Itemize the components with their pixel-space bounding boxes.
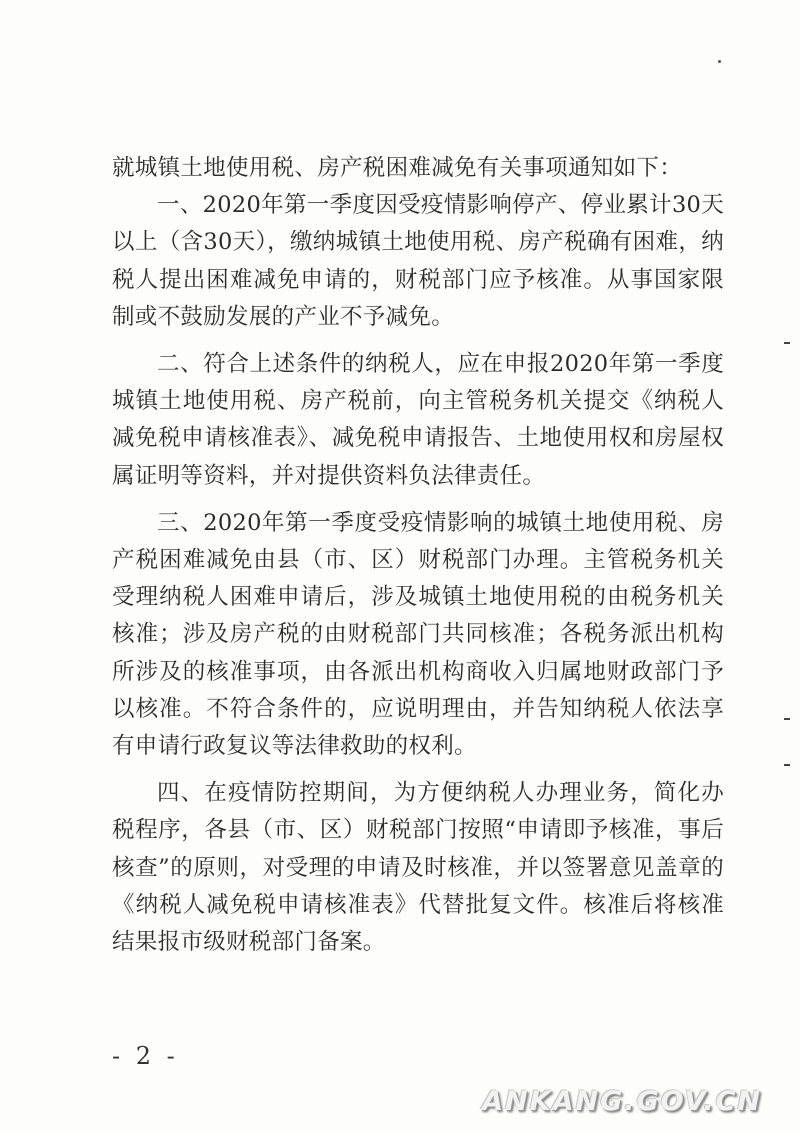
site-watermark: ANKANG.GOV.CN <box>482 1086 762 1117</box>
scan-edge-mark <box>784 342 790 344</box>
paragraph-2: 二、符合上述条件的纳税人，应在申报2020年第一季度城镇土地使用税、房产税前，向主管税务机关提交《纳税人减免税申请核准表》、减免税申请报告、土地使用权和房屋权属证明等资料，并对提供资料负法律责任。 <box>112 351 724 489</box>
intro-paragraph: 就城镇土地使用税、房产税困难减免有关事项通知如下： <box>112 155 683 181</box>
paragraph-4: 四、在疫情防控期间，为方便纳税人办理业务，简化办税程序，各县（市、区）财税部门按照“申请即予核准，事后核查”的原则，对受理的申请及时核准，并以签署意见盖章的《纳税人减免税申请核准表》代替批复文件。核准后将核准结果报市级财税部门备案。 <box>112 780 724 956</box>
scan-edge-mark <box>784 718 790 720</box>
paragraph-1: 一、2020年第一季度因受疫情影响停产、停业累计30天以上（含30天），缴纳城镇土地使用税、房产税确有困难，纳税人提出困难减免申请的，财税部门应予核准。从事国家限制或不鼓励发展的产业不予减免。 <box>112 192 724 330</box>
document-body <box>112 150 724 961</box>
scan-edge-mark <box>784 764 790 766</box>
page-number: - 2 - <box>112 1042 179 1070</box>
paragraph-3: 三、2020年第一季度受疫情影响的城镇土地使用税、房产税困难减免由县（市、区）财税部门办理。主管税务机关受理纳税人困难申请后，涉及城镇土地使用税的由税务机关核准；涉及房产税的由财税部门共同核准；各税务派出机构所涉及的核准事项，由各派出机构商收入归属地财政部门予以核准。不符合条件的，应说明理由，并告知纳税人依法享有申请行政复议等法律救助的权利。 <box>112 509 724 760</box>
scan-speck <box>718 60 721 63</box>
